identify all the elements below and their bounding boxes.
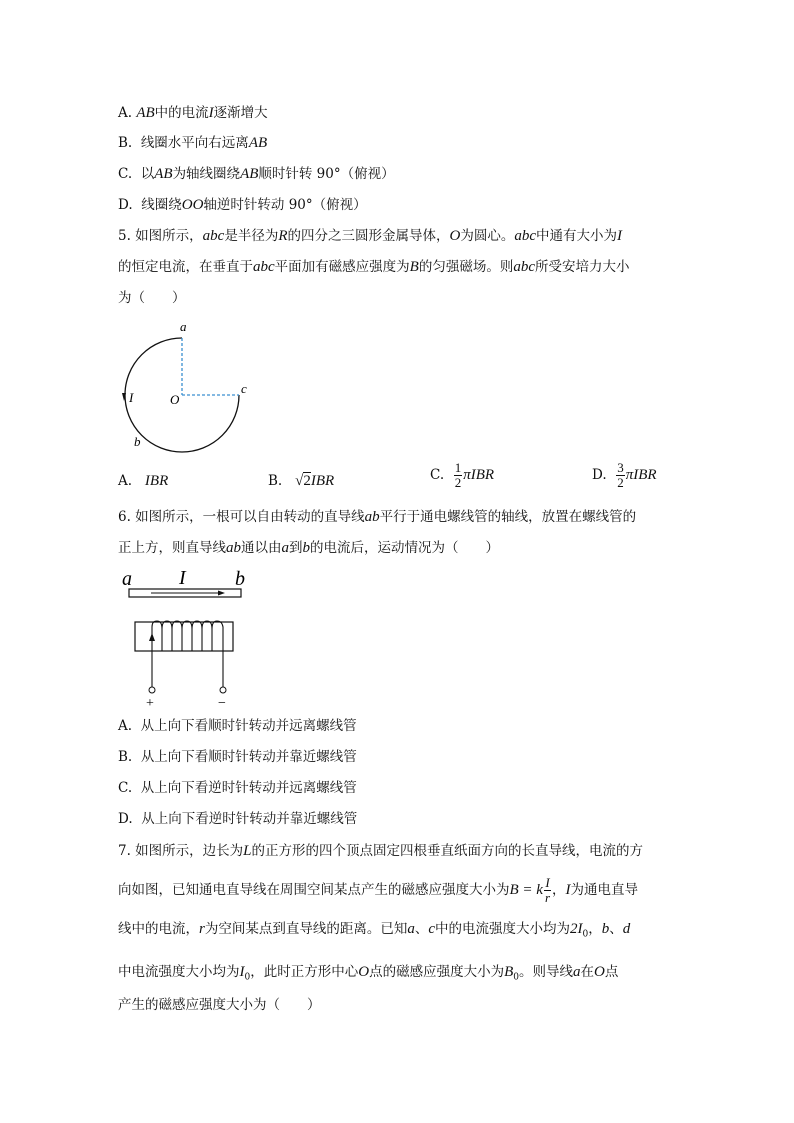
solenoid-coil	[152, 621, 223, 687]
q5-option-b: B. √2IBR	[268, 473, 335, 489]
q6-option-b: B. 从上向下看顺时针转动并靠近螺线管	[118, 749, 357, 765]
label-o: O	[170, 392, 180, 407]
label-plus: +	[146, 696, 154, 710]
q7-line-2: 向如图，已知通电直导线在周围空间某点产生的磁感应强度大小为B = k $\frac{I}{r}$ ，I为通电直导	[118, 875, 639, 905]
q5-line-3: 为（ ）	[118, 290, 186, 306]
q7-line-3: 线中的电流，r为空间某点到直导线的距离。已知a、c中的电流强度大小均为$2I_0$，b、d	[118, 921, 631, 940]
q6-line-2: 正上方，则直导线ab通以由a到b的电流后，运动情况为（ ）	[118, 540, 499, 556]
q6-option-c: C. 从上向下看逆时针转动并远离螺线管	[118, 780, 357, 796]
terminal-minus	[220, 687, 226, 693]
q5-option-c: C. $\frac{1}{2}$ πIBR	[430, 460, 495, 490]
q5-line-1: 5. 如图所示，abc是半径为R的四分之三圆形金属导体，O为圆心。abc中通有大小为I	[118, 228, 623, 244]
q7-line-4: 中电流强度大小均为$I_0$，此时正方形中心O点的磁感应强度大小为$B_0$。则导线a在O点	[118, 964, 619, 983]
q5-option-a: A. IBR	[118, 473, 169, 489]
q5-option-d: D. $\frac{3}{2}$ πIBR	[592, 460, 657, 490]
label-minus: −	[218, 696, 226, 710]
label-a: a	[122, 568, 132, 590]
solenoid-core	[135, 622, 233, 651]
q4-option-c: C. 以AB为轴线圈绕AB顺时针转 90°（俯视）	[118, 166, 395, 182]
q6-line-1: 6. 如图所示，一根可以自由转动的直导线ab平行于通电螺线管的轴线，放置在螺线管的	[118, 509, 637, 525]
q7-line-5: 产生的磁感应强度大小为（ ）	[118, 997, 321, 1013]
q4-option-b: B. 线圈水平向右远离AB	[118, 135, 268, 151]
q4-option-a: A. AB中的电流I逐渐增大	[118, 105, 268, 121]
q5-figure-three-quarter-circle	[110, 315, 260, 455]
q5-line-2: 的恒定电流，在垂直于abc平面加有磁感应强度为B的匀强磁场。则abc所受安培力大小	[118, 259, 630, 275]
label-i: I	[179, 567, 186, 589]
label-b: b	[235, 568, 245, 590]
q4-option-d: D. 线圈绕OO轴逆时针转动 90°（俯视）	[118, 197, 367, 213]
q6-option-a: A. 从上向下看顺时针转动并远离螺线管	[118, 718, 357, 734]
q7-line-1: 7. 如图所示，边长为L的正方形的四个顶点固定四根垂直纸面方向的长直导线，电流的方	[118, 843, 644, 859]
label-b: b	[134, 434, 141, 449]
label-a: a	[180, 319, 187, 334]
label-c: c	[241, 381, 247, 396]
q6-figure-solenoid	[115, 565, 265, 710]
terminal-plus	[149, 687, 155, 693]
label-i: I	[129, 390, 134, 405]
q6-option-d: D. 从上向下看逆时针转动并靠近螺线管	[118, 811, 358, 827]
